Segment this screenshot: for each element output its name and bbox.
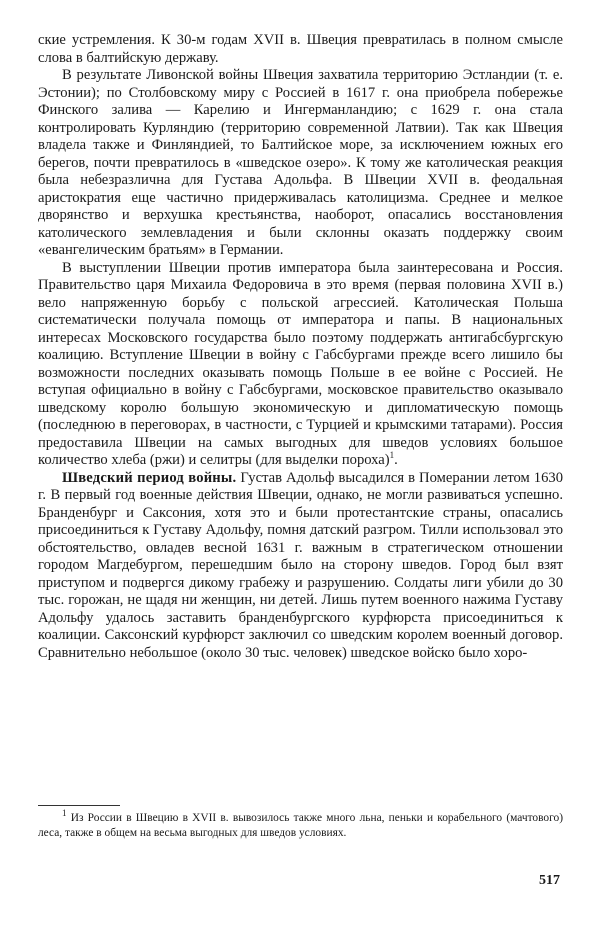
main-text (38, 32, 563, 662)
section-heading: Шведский период войны. (62, 469, 237, 486)
footnote-marker: 1 (62, 808, 67, 819)
paragraph-continuation: ские устремления. К 30-м годам XVII в. Швеция превратилась в полном смысле слова в балтийскую державу. (38, 32, 563, 66)
footnote (38, 808, 563, 840)
page-number: 517 (539, 873, 560, 888)
section-text: Густав Адольф высадился в Померании летом 1630 г. В первый год военные действия Швеции, однако, не могли развиваться успешно. Бранденбург и Саксония, хотя это и были протестантские страны, опасались присоединиться к Густаву Адольфу, помня датский разгром. Тилли использовал это обстоятельство, овладев весной 1631 г. важным в стратегическом отношении городом Магдебургом, перешедшим было на сторону шведов. Город был взят приступом и подвергся дикому грабежу и разрушению. Солдаты лиги убили до 30 тыс. горожан, не щадя ни женщин, ни детей. Лишь путем военного нажима Густаву Адольфу удалось заставить бранденбургского курфюрста присоединиться к коалиции. Саксонский курфюрст заключил со шведским королем военный договор. Сравнительно небольшое (около 30 тыс. человек) шведское войско было хоро- (38, 469, 563, 661)
paragraph-livonian-war: В результате Ливонской войны Швеция захватила территорию Эстландии (т. е. Эстонии); по Столбовскому миру с Россией в 1617 г. она приобрела побережье Финского залива — Карелию и Ингерманландию; с 1629 г. она стала контролировать Курляндию (территорию современной Латвии). Так как Швеция владела также и Финляндией, то Балтийское море, за исключением южных его берегов, почти превратилось в «шведское озеро». К тому же католическая реакция была небезразлична для Густава Адольфа. В Швеции XVII в. феодальная аристократия еще частично придерживалась католицизма. Среднее и мелкое дворянство и верхушка крестьянства, наоборот, опасались восстановления католического землевладения и были склонны оказать поддержку своим «евангелическим братьям» в Германии. (38, 67, 563, 258)
footnote-text: Из России в Швецию в XVII в. вывозилось также много льна, пеньки и корабельного (мачтового) леса, также в общем на весьма выгодных для шведов условиях. (38, 812, 563, 839)
page-body (38, 32, 563, 662)
paragraph-russia-text: В выступлении Швеции против императора была заинтересована и Россия. Правительство царя Михаила Федоровича в это время (первая половина XVII в.) вело напряженную борьбу с польской агрессией. Католическая Польша систематически получала помощь от императора и папы. В национальных интересах Московского государства было поэтому поддержать антигабсбургскую коалицию. Вступление Швеции в войну с Габсбургами прежде всего лишило бы возможности последних оказывать помощь Польше в ее войне с Россией. Не вступая официально в войну с Габсбургами, московское правительство оказывало шведскому королю большую экономическую и дипломатическую помощь (последнюю в переговорах, в частности, с Турцией и крымскими татарами). Россия предоставила Швеции на самых выгодных для шведов условиях большое количество хлеба (ржи) и селитры (для выделки пороха) (38, 259, 563, 468)
footnote-divider (38, 805, 120, 806)
paragraph-swedish-period (38, 470, 563, 663)
paragraph-russia: В выступлении Швеции против императора была заинтересована и Россия. Правительство царя Михаила Федоровича в это время (первая половина XVII в.) вело напряженную борьбу с польской агрессией. Католическая Польша систематически получала помощь от императора и папы. В национальных интересах Московского государства было поэтому поддержать антигабсбургскую коалицию. Вступление Швеции в войну с Габсбургами прежде всего лишило бы возможности последних оказывать помощь Польше в ее войне с Россией. Не вступая официально в войну с Габсбургами, московское правительство оказывало шведскому королю большую экономическую и дипломатическую помощь (последнюю в переговорах, в частности, с Турцией и крымскими татарами). Россия предоставила Швеции на самых выгодных для шведов условиях большое количество хлеба (ржи) и селитры (для выделки пороха)$^1$. (38, 259, 563, 468)
footnote-reference: 1 (389, 450, 395, 461)
